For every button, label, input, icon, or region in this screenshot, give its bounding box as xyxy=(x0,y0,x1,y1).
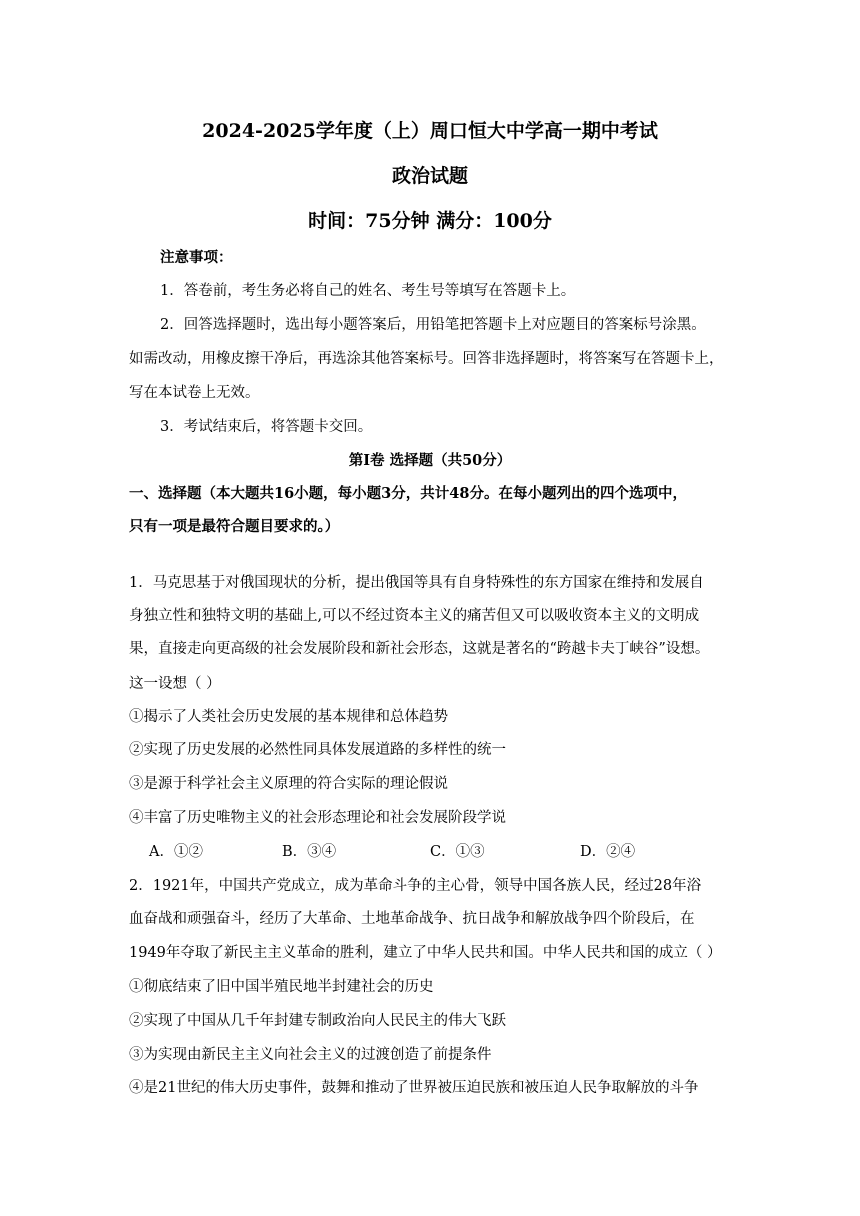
question-stem: 2．1921年，中国共产党成立，成为革命斗争的主心骨，领导中国各族人民，经过28年浴 xyxy=(129,878,702,894)
notes-heading: 注意事项： xyxy=(160,249,233,266)
statement: ③是源于科学社会主义原理的符合实际的理论假说 xyxy=(129,776,448,792)
question-stem: 果，直接走向更高级的社会发展阶段和新社会形态，这就是著名的“跨越卡夫丁峡谷”设想。 xyxy=(129,641,710,657)
section-instruction: 只有一项是最符合题目要求的。） xyxy=(129,518,340,535)
question-stem: 1949年夺取了新民主主义革命的胜利，建立了中华人民共和国。中华人民共和国的成立（ ） xyxy=(129,945,722,961)
note-item: 1．答卷前，考生务必将自己的姓名、考生号等填写在答题卡上。 xyxy=(160,283,576,299)
exam-title: 2024-2025学年度（上）周口恒大中学高一期中考试 xyxy=(202,120,658,142)
question-stem: 1．马克思基于对俄国现状的分析，提出俄国等具有自身特殊性的东方国家在维持和发展自 xyxy=(129,575,704,591)
section-title: 第Ⅰ卷 选择题（共50分） xyxy=(348,452,512,469)
exam-subtitle: 政治试题 xyxy=(391,165,468,187)
note-item: 写在本试卷上无效。 xyxy=(129,385,260,401)
statement: ②实现了中国从几千年封建专制政治向人民民主的伟大飞跃 xyxy=(129,1013,506,1029)
note-item: 如需改动，用橡皮擦干净后，再选涂其他答案标号。回答非选择题时，将答案写在答题卡上， xyxy=(129,351,724,367)
note-item: 2．回答选择题时，选出每小题答案后，用铅笔把答题卡上对应题目的答案标号涂黑。 xyxy=(160,317,706,333)
question-stem: 这一设想（ ） xyxy=(129,676,221,692)
statement: ②实现了历史发展的必然性同具体发展道路的多样性的统一 xyxy=(129,742,506,758)
exam-time-info: 时间：75分钟 满分：100分 xyxy=(308,210,552,232)
question-stem: 身独立性和独特文明的基础上,可以不经过资本主义的痛苦但又可以吸收资本主义的文明成 xyxy=(129,608,700,624)
statement: ④是21世纪的伟大历史事件，鼓舞和推动了世界被压迫民族和被压迫人民争取解放的斗争 xyxy=(129,1080,699,1096)
statement: ①揭示了人类社会历史发展的基本规律和总体趋势 xyxy=(129,709,448,725)
option-c: C．①③ xyxy=(430,844,485,860)
question-stem: 血奋战和顽强奋斗，经历了大革命、土地革命战争、抗日战争和解放战争四个阶段后，在 xyxy=(129,911,695,927)
option-d: D．②④ xyxy=(580,844,636,860)
option-b: B．③④ xyxy=(282,844,337,860)
statement: ①彻底结束了旧中国半殖民地半封建社会的历史 xyxy=(129,979,434,995)
statement: ④丰富了历史唯物主义的社会形态理论和社会发展阶段学说 xyxy=(129,810,506,826)
note-item: 3．考试结束后，将答题卡交回。 xyxy=(160,419,373,435)
statement: ③为实现由新民主主义向社会主义的过渡创造了前提条件 xyxy=(129,1047,492,1063)
section-instruction: 一、选择题（本大题共16小题，每小题3分，共计48分。在每小题列出的四个选项中， xyxy=(129,485,687,502)
option-a: A．①② xyxy=(149,844,203,860)
